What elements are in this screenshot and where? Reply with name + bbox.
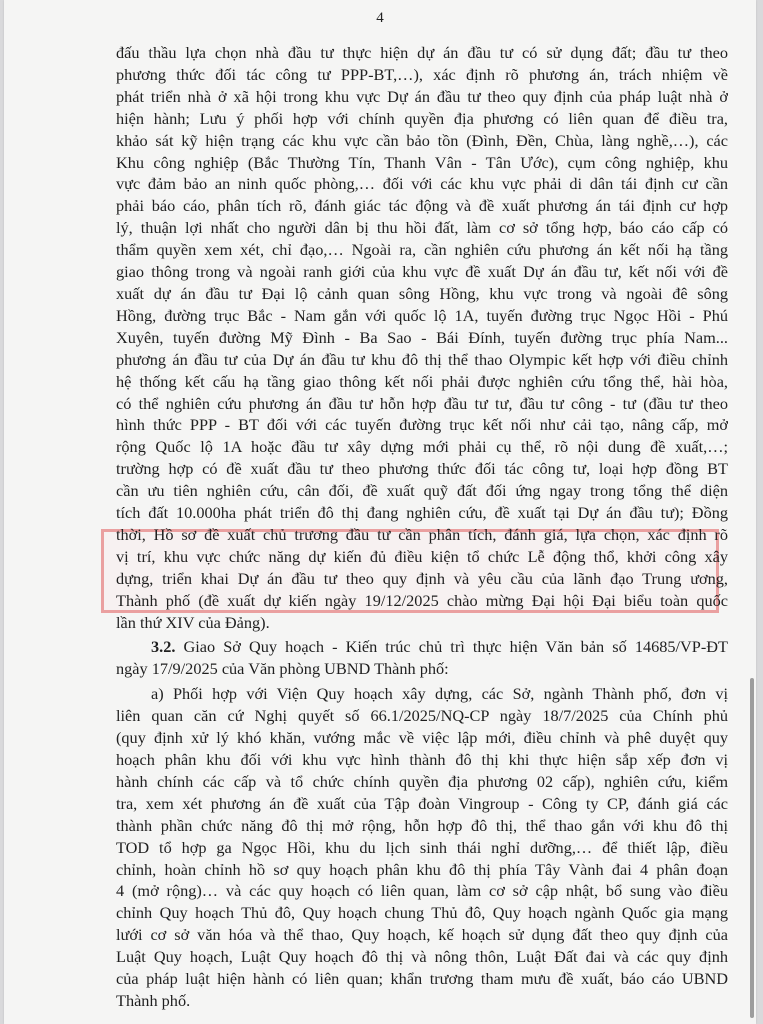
text-line: cần ưu tiên nghiên cứu, cân đối, đề xuất quỹ đất đối ứng ngay trong tổng thể diện: [116, 481, 728, 501]
text-line: chỉnh Quy hoạch Thủ đô, Quy hoạch chung Thủ đô, Quy hoạch ngành Quốc gia mạng: [116, 903, 728, 923]
text-line: đấu thầu lựa chọn nhà đầu tư thực hiện dự án đầu tư có sử dụng đất; đầu tư theo: [116, 43, 728, 62]
text-line: thời, Hồ sơ đề xuất chủ trương đầu tư cần phân tích, đánh giá, lựa chọn, xác định rõ: [116, 524, 728, 544]
document-page: [4, 0, 756, 1024]
text-line: hoạch phân khu đối với khu vực hình thành đô thị khi thực hiện sắp xếp đơn vị: [116, 750, 728, 769]
text-line: lần thứ XIV của Đảng).: [116, 612, 270, 632]
section-heading-text: Giao Sở Quy hoạch - Kiến trúc chủ trì thực hiện Văn bản số 14685/VP-ĐT: [175, 637, 728, 657]
text-line: 4 (mở rộng)… và các quy hoạch có liên quan, làm cơ sở cập nhật, bổ sung vào điều: [116, 881, 728, 901]
text-line: trường hợp có đề xuất đầu tư theo phương thức đối tác công tư, loại hợp đồng BT: [116, 459, 728, 479]
text-line: vực đảm bảo an ninh quốc phòng,… đối với các khu vực phải di dân tái định cư cần: [116, 174, 728, 194]
text-line: liên quan căn cứ Nghị quyết số 66.1/2025/NQ-CP ngày 18/7/2025 của Chính phủ: [116, 706, 728, 726]
text-line: thẩm quyền xem xét, chỉ đạo,… Ngoài ra, cần nghiên cứu phương án kết nối hạ tầng: [116, 240, 728, 260]
scrollbar[interactable]: [750, 678, 754, 1018]
text-line: phương thức đối tác công tư PPP-BT,…), xác định rõ phương án, trách nhiệm về: [116, 64, 728, 84]
text-line: của pháp luật hiện hành có liên quan; khẩn trương tham mưu đề xuất, báo cáo UBND: [116, 969, 728, 989]
text-line: tích đất 10.000ha phát triển đô thị đang nghiên cứu, đề xuất tại Dự án đầu tư); Đồng: [116, 503, 728, 523]
paragraph-a: [116, 683, 728, 1012]
text-line: rộng Quốc lộ 1A hoặc đầu tư xây dựng mới phải cụ thể, rõ nội dung đề xuất,…;: [116, 437, 728, 457]
text-line: hệ thống kết cấu hạ tầng giao thông kết nối phải được nghiên cứu tổng thể, hài hòa,: [116, 371, 728, 391]
text-line: Thành phố (đề xuất dự kiến ngày 19/12/2025 chào mừng Đại hội Đại biểu toàn quốc: [116, 590, 728, 610]
text-line: chỉnh, hoàn chỉnh hồ sơ quy hoạch phân khu đô thị phía Tây Vành đai 4 phân đoạn: [116, 859, 728, 879]
text-line: thành phần chức năng đô thị mở rộng, hỗn hợp đô thị, thể thao gắn với khu đô thị: [116, 815, 728, 835]
text-line: phải báo cáo, phân tích rõ, đánh giác tác động và đề xuất phương án tái định cư hợp: [116, 196, 728, 216]
text-line: khảo sát kỹ hiện trạng các khu vực cần bảo tồn (Đình, Đền, Chùa, làng nghề,…), các: [116, 130, 728, 150]
text-line: lý, thuận lợi nhất cho người dân bị thu hồi đất, làm cơ sở tổng hợp, báo cáo cấp có: [116, 218, 728, 238]
text-line: (quy định xử lý khó khăn, vướng mắc về việc lập mới, điều chỉnh và phê duyệt quy: [116, 728, 728, 748]
document-body: [116, 42, 728, 1012]
text-line: xuất dự án đầu tư Đại lộ cảnh quan sông Hồng, khu vực trong và ngoài đê sông: [116, 283, 728, 303]
text-line: Luật Quy hoạch, Luật Quy hoạch đô thị và nông thôn, Luật Đất đai và các quy định: [116, 947, 728, 967]
section-heading-3-2: [116, 636, 728, 658]
text-line: giao thông trong và ngoài ranh giới của khu vực đề xuất Dự án đầu tư, kết nối với đề: [116, 262, 728, 282]
text-line: hiện hành; Lưu ý phối hợp với chính quyền địa phương có liên quan để điều tra,: [116, 108, 728, 128]
text-line: Thành phố.: [116, 990, 191, 1010]
page-number: 4: [376, 10, 384, 26]
text-line: Khu công nghiệp (Bắc Thường Tín, Thanh Vân - Tân Ước), cụm công nghiệp, khu: [116, 152, 728, 172]
text-line: vị trí, khu vực chức năng dự kiến đủ điều kiện tổ chức Lễ động thổ, khởi công xây: [116, 546, 728, 566]
text-line: dựng, triển khai Dự án đầu tư theo quy định và yêu cầu của lãnh đạo Trung ương,: [116, 568, 728, 588]
section-heading-line: ngày 17/9/2025 của Văn phòng UBND Thành phố:: [116, 659, 449, 679]
paragraph-continued: [116, 42, 728, 633]
text-line: phát triển nhà ở xã hội trong khu vực Dự án đầu tư theo quy định của pháp luật nhà ở: [116, 86, 728, 106]
text-line: TOD tổ hợp ga Ngọc Hồi, khu du lịch sinh thái nghỉ dưỡng,… để thiết lập, điều: [116, 837, 728, 857]
text-line: tra, xem xét phương án đề xuất của Tập đoàn Vingroup - Công ty CP, đánh giá các: [116, 793, 728, 813]
text-line: phương án đầu tư của Dự án đầu tư khu đô thị thể thao Olympic kết hợp với điều chỉnh: [116, 349, 728, 369]
text-line: lưới cơ sở văn hóa và thể thao, Quy hoạch, kế hoạch sử dụng đất theo quy định của: [116, 925, 728, 945]
text-line: hình thức PPP - BT đối với các tuyến đường trục kết nối như cải tạo, nâng cấp, mở: [116, 415, 728, 435]
text-line: Hồng, đường trục Bắc - Nam gắn với quốc lộ 1A, tuyến đường trục Ngọc Hồi - Phú: [116, 305, 728, 325]
text-line: hành chính các cấp và tổ chức chính quyền địa phương 02 cấp), nghiên cứu, kiểm: [116, 771, 728, 791]
section-number: 3.2.: [151, 637, 176, 657]
text-line: Xuyên, tuyến đường Mỹ Đình - Ba Sao - Bái Đính, tuyến đường trục phía Nam...: [116, 327, 728, 347]
text-line: có thể nghiên cứu phương án đầu tư hỗn hợp đầu tư tư, đầu tư công - tư (đầu tư theo: [116, 393, 728, 413]
text-line: a) Phối hợp với Viện Quy hoạch xây dựng, các Sở, ngành Thành phố, đơn vị: [151, 684, 728, 704]
